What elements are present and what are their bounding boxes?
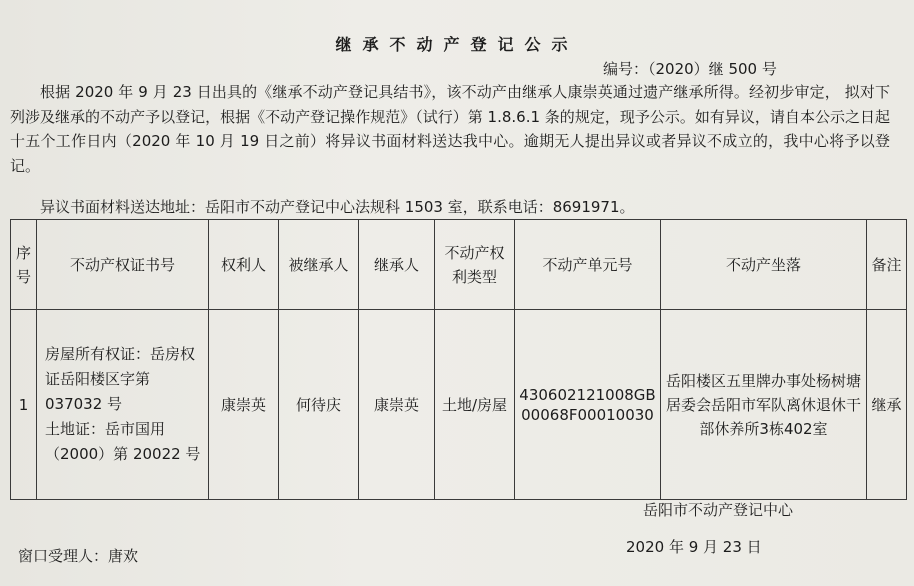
publication-date: 2020 年 9 月 23 日 xyxy=(626,538,762,556)
cell-owner: 康崇英 xyxy=(209,310,279,500)
issuing-authority: 岳阳市不动产登记中心 xyxy=(643,501,794,519)
header-remark: 备注 xyxy=(867,220,907,310)
window-receiver: 窗口受理人：唐欢 xyxy=(18,547,139,565)
header-cert-no: 不动产权证书号 xyxy=(37,220,209,310)
table-row xyxy=(11,310,907,500)
cell-heir: 康崇英 xyxy=(359,310,435,500)
header-decedent: 被继承人 xyxy=(279,220,359,310)
cell-cert-no xyxy=(37,310,209,500)
cell-decedent: 何待庆 xyxy=(279,310,359,500)
cell-seq: 1 xyxy=(11,310,37,500)
objection-address-line: 异议书面材料送达地址：岳阳市不动产登记中心法规科 1503 室，联系电话：8691971。 xyxy=(40,198,635,216)
document-number: 编号：（2020）继 500 号 xyxy=(603,60,777,78)
header-heir: 继承人 xyxy=(359,220,435,310)
table-header-row xyxy=(11,220,907,310)
header-right-type: 不动产权利类型 xyxy=(435,220,515,310)
header-location: 不动产坐落 xyxy=(661,220,867,310)
cell-right-type: 土地/房屋 xyxy=(435,310,515,500)
header-unit-no: 不动产单元号 xyxy=(515,220,661,310)
notice-title: 继承不动产登记公示 xyxy=(335,35,579,54)
header-seq: 序号 xyxy=(11,220,37,310)
cell-remark: 继承 xyxy=(867,310,907,500)
cell-unit-no: 430602121008GB00068F00010030 xyxy=(515,310,661,500)
cell-location: 岳阳楼区五里牌办事处杨树塘居委会岳阳市军队离休退休干部休养所3栋402室 xyxy=(661,310,867,500)
cert-house-line: 房屋所有权证：岳房权证岳阳楼区字第 037032 号 xyxy=(45,345,196,413)
property-table xyxy=(10,219,907,500)
header-owner: 权利人 xyxy=(209,220,279,310)
notice-body-paragraph: 根据 2020 年 9 月 23 日出具的《继承不动产登记具结书》，该不动产由继承人康崇英通过遗产继承所得。经初步审定， 拟对下列涉及继承的不动产予以登记，根据《不动产登记操作规范》（试行）第 1.8.6.1 条的规定，现予公示。如有异议，请自本公示之日起十五个工作日内（2020 年 10 月 19 日之前）将异议书面材料送达我中心。逾期无人提出异议或者异议不成立的，我中心将予以登记。 xyxy=(10,83,890,175)
cert-land-line: 土地证：岳市国用（2000）第 20022 号 xyxy=(45,420,201,463)
